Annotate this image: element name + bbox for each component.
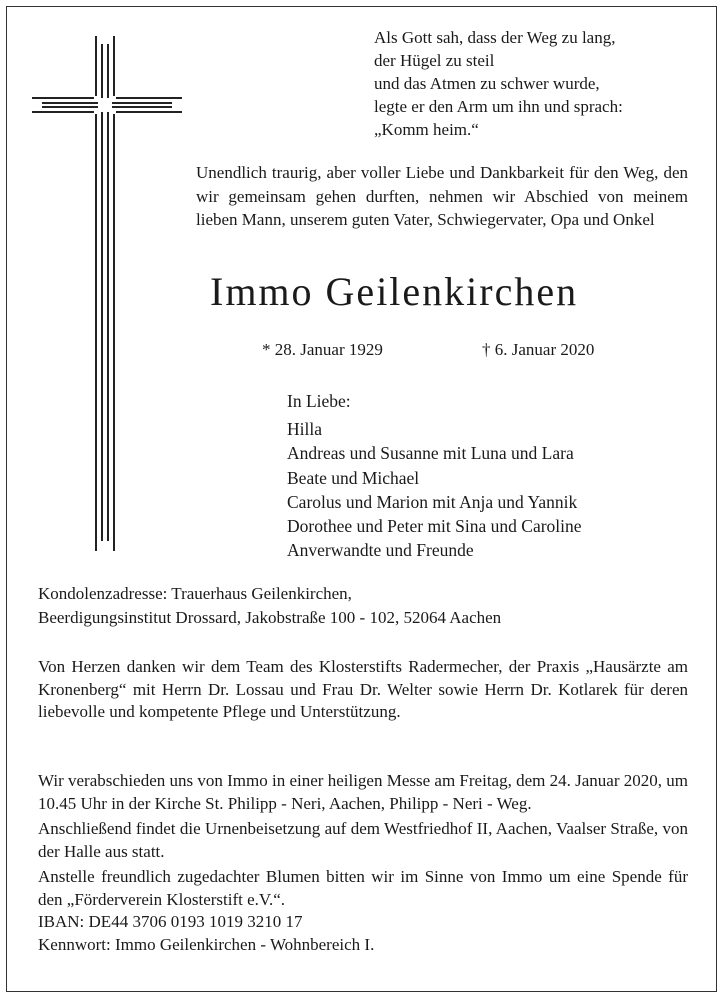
family-member: Hilla bbox=[287, 419, 322, 440]
deceased-name: Immo Geilenkirchen bbox=[210, 269, 579, 314]
family-member: Dorothee und Peter mit Sina und Caroline bbox=[287, 516, 582, 537]
condolence-address bbox=[38, 582, 501, 630]
birth-date: * 28. Januar 1929 bbox=[262, 340, 383, 359]
family-member: Anverwandte und Freunde bbox=[287, 540, 474, 561]
keyword-text: Kennwort: Immo Geilenkirchen - Wohnbereich I. bbox=[38, 934, 375, 954]
poem-line: Als Gott sah, dass der Weg zu lang, bbox=[374, 28, 616, 47]
poem-line: der Hügel zu steil bbox=[374, 51, 495, 70]
intro-text bbox=[196, 161, 688, 232]
iban-text: IBAN: DE44 3706 0193 1019 3210 17 bbox=[38, 912, 303, 931]
thanks-paragraph bbox=[38, 656, 688, 724]
address-line: Beerdigungsinstitut Drossard, Jakobstraße 100 - 102, 52064 Aachen bbox=[38, 608, 502, 627]
mass-text: Wir verabschieden uns von Immo in einer heiligen Messe am Freitag, dem 24. Januar 2020, um 10.45 Uhr in der Kirche St. Philipp - Neri, Aachen, Philipp - Neri - Weg. bbox=[38, 771, 688, 813]
thanks-text: Von Herzen danken wir dem Team des Klosterstifts Radermecher, der Praxis „Hausärzte am Kronenberg“ mit Herrn Dr. Lossau und Frau Dr. Welter sowie Herrn Dr. Kotlarek für deren liebevolle und kompetente Pflege und Unterstützung. bbox=[38, 657, 688, 721]
family-member: Beate und Michael bbox=[287, 467, 420, 488]
poem-line: und das Atmen zu schwer wurde, bbox=[374, 74, 600, 93]
poem bbox=[374, 26, 623, 141]
family-member: Andreas und Susanne mit Luna und Lara bbox=[287, 443, 574, 464]
donation-text: Anstelle freundlich zugedachter Blumen bitten wir im Sinne von Immo um eine Spende für den „Förderverein Klosterstift e.V.“. bbox=[38, 867, 688, 909]
poem-line: legte er den Arm um ihn und sprach: bbox=[374, 97, 623, 116]
family-member: Carolus und Marion mit Anja und Yannik bbox=[287, 491, 578, 512]
cross-icon bbox=[32, 36, 182, 551]
family-heading: In Liebe: bbox=[287, 391, 351, 411]
poem-line: „Komm heim.“ bbox=[374, 120, 479, 139]
burial-text: Anschließend findet die Urnenbeisetzung auf dem Westfriedhof II, Aachen, Vaalser Straße, von der Halle aus statt. bbox=[38, 819, 688, 861]
service-info bbox=[38, 770, 688, 956]
family-list bbox=[287, 389, 582, 562]
address-line: Kondolenzadresse: Trauerhaus Geilenkirchen, bbox=[38, 584, 352, 603]
intro-paragraph: Unendlich traurig, aber voller Liebe und Dankbarkeit für den Weg, den wir gemeinsam gehen durften, nehmen wir Abschied von meinem lieben Mann, unserem guten Vater, Schwiegervater, Opa und Onkel bbox=[196, 163, 688, 229]
death-date: † 6. Januar 2020 bbox=[482, 340, 595, 359]
